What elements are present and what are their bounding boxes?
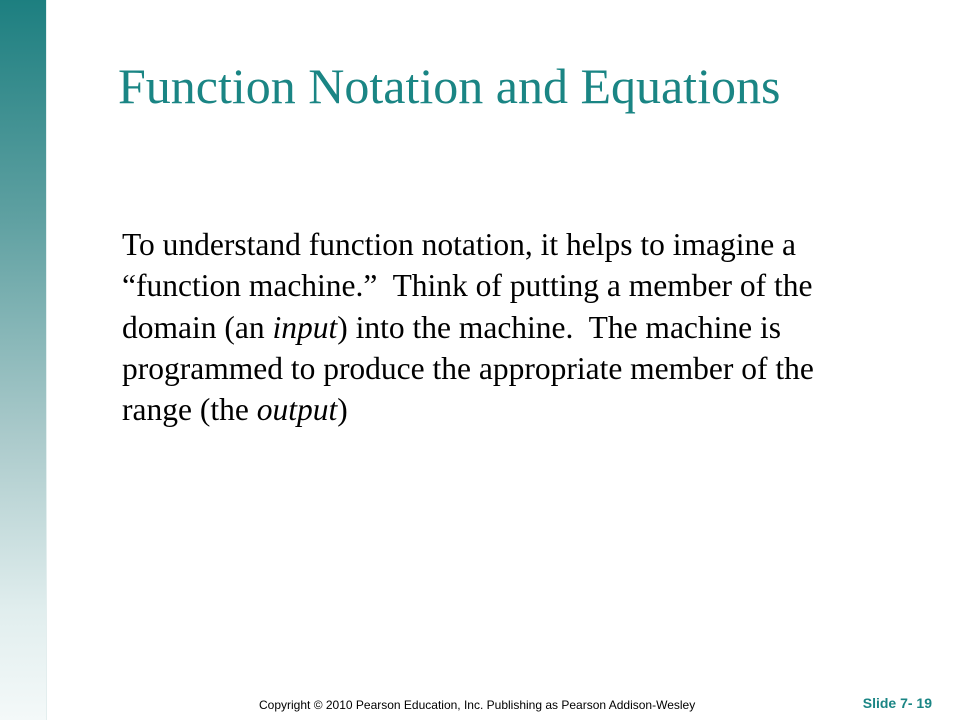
slide-body-text — [122, 224, 882, 430]
footer-slide-number: Slide 7- 19 — [862, 695, 932, 711]
side-divider — [46, 0, 47, 720]
side-accent-bar — [0, 0, 46, 720]
body-text-part-2: ) into the machine. The machine is programmed to produce the appropriate member of the range (the — [122, 309, 822, 428]
body-text-part-3: ) — [337, 392, 348, 428]
input-term: input — [272, 309, 338, 345]
output-term: output — [256, 392, 338, 428]
body-text-part-1: To understand function notation, it helps to imagine a “function machine.” Think of putting a member of the domain (an — [122, 227, 821, 345]
footer-copyright: Copyright © 2010 Pearson Education, Inc. Publishing as Pearson Addison-Wesley — [259, 698, 696, 712]
slide-title: Function Notation and Equations — [118, 58, 781, 114]
